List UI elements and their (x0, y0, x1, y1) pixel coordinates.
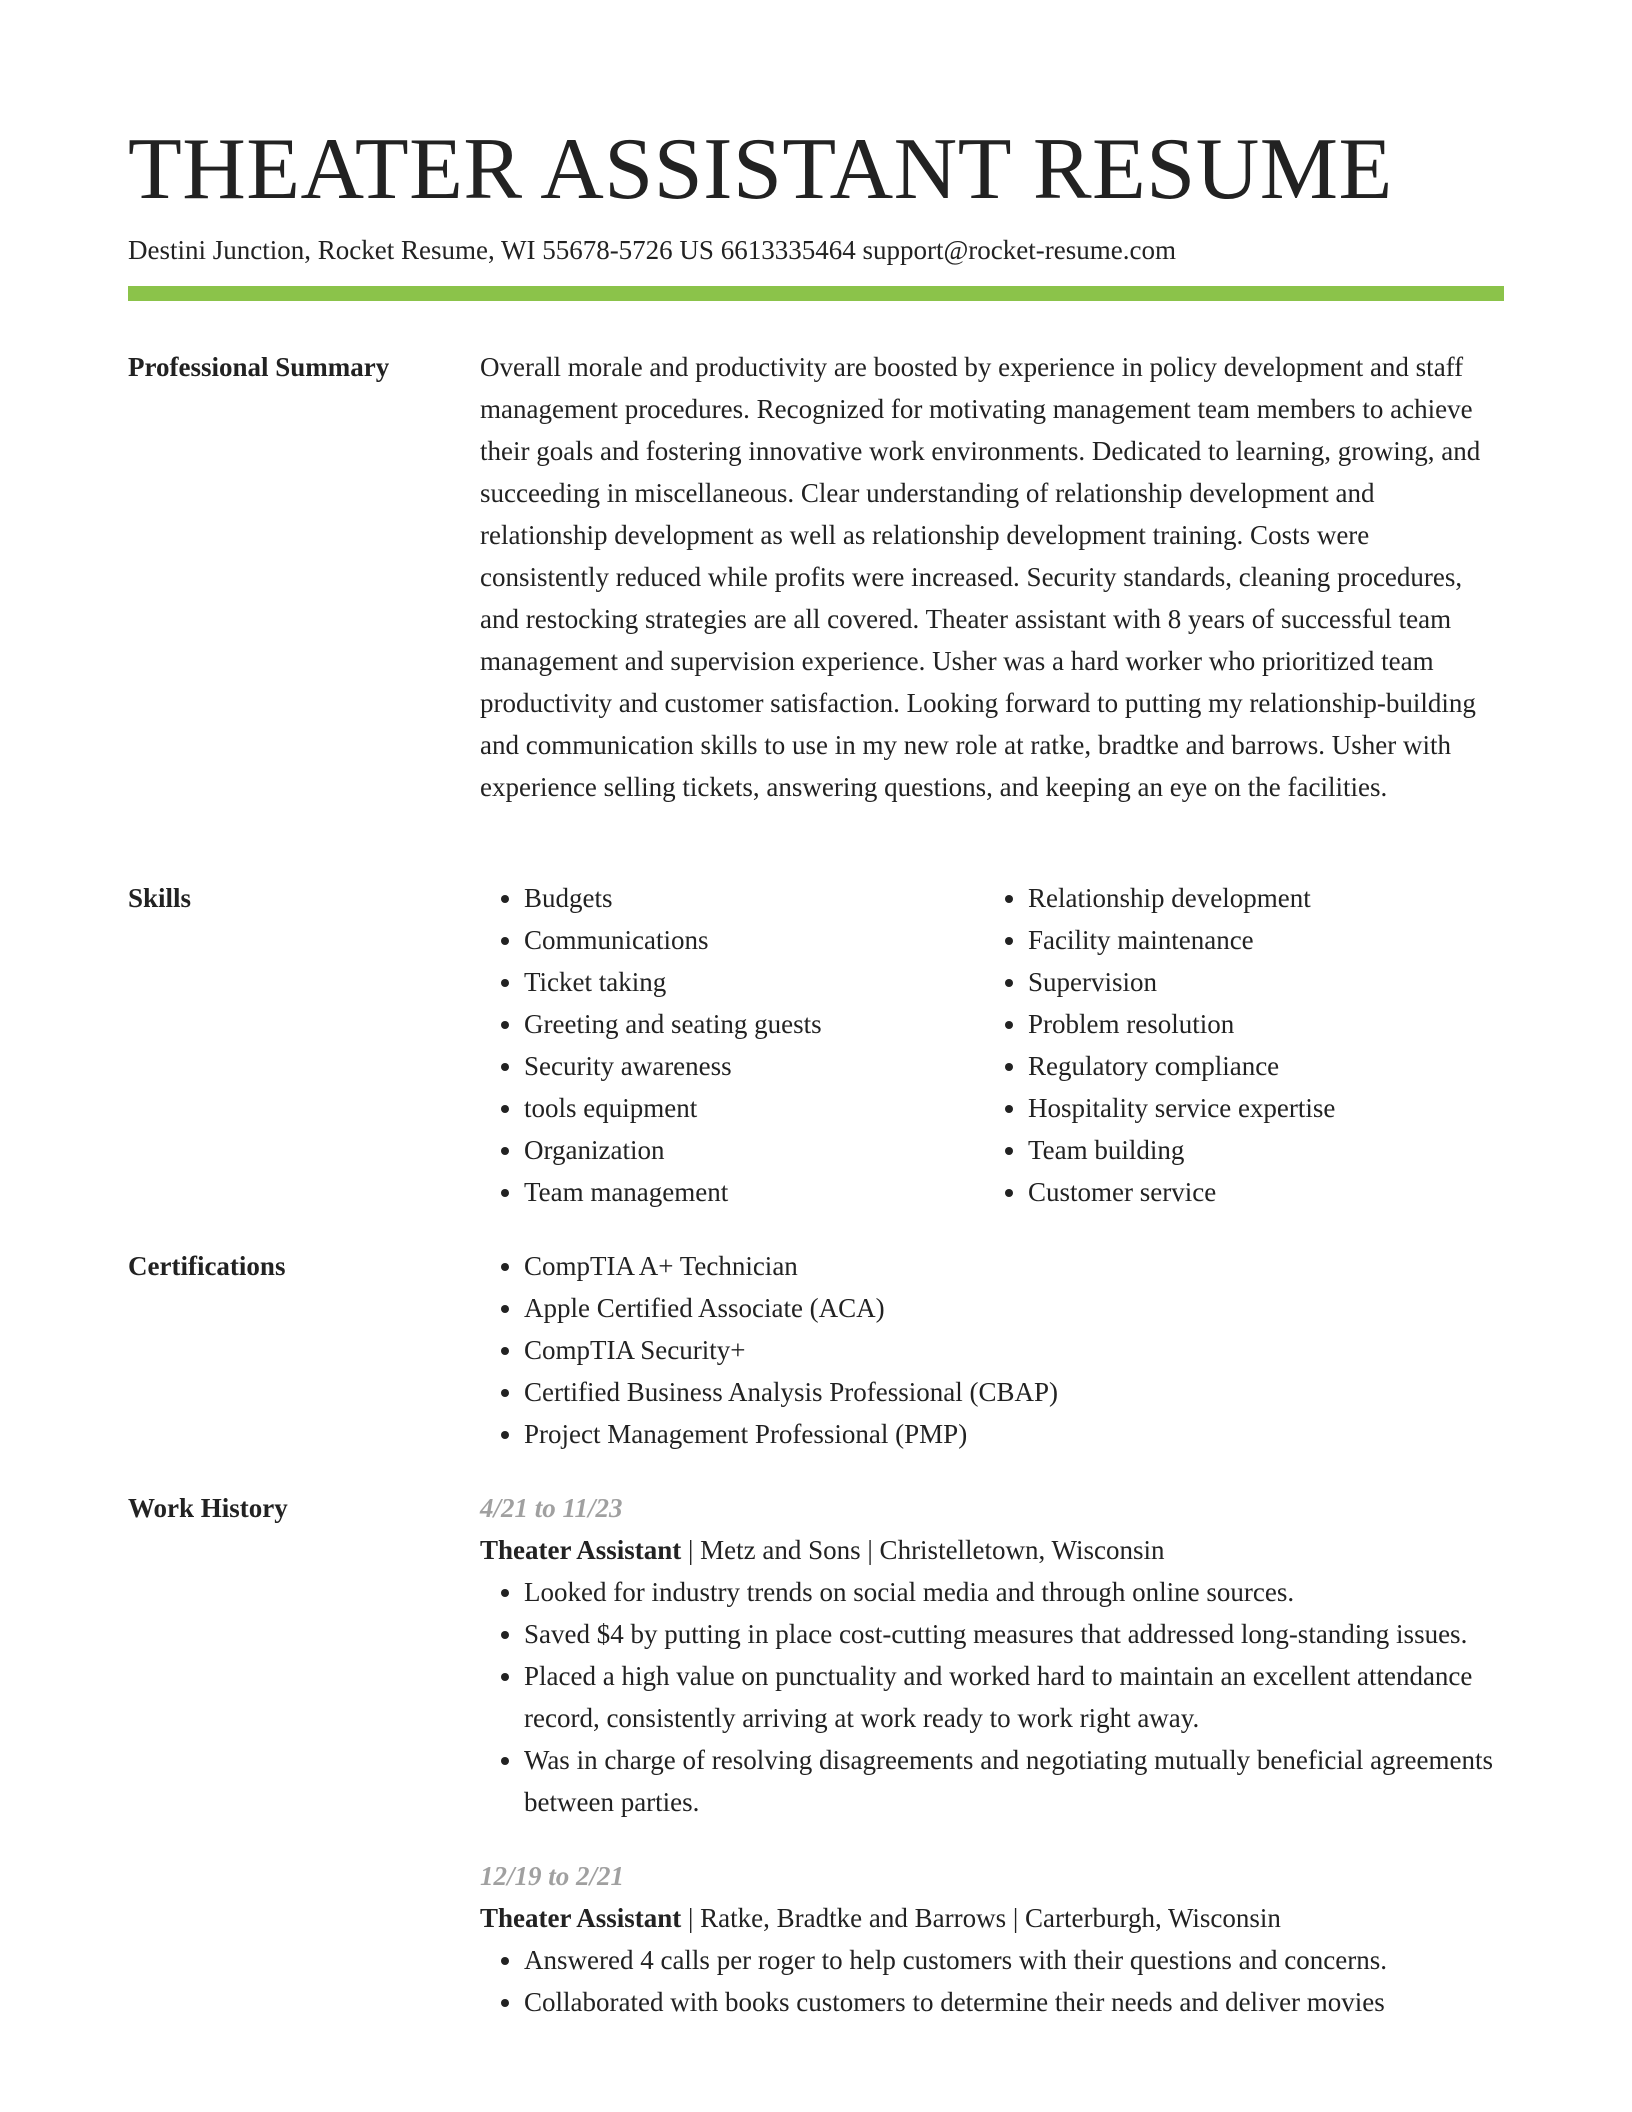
skill-item: • Problem resolution (1028, 1003, 1548, 1045)
job-title: Theater Assistant (480, 1903, 682, 1933)
skill-item: • Regulatory compliance (1028, 1045, 1548, 1087)
job-employer-location: | Ratke, Bradtke and Barrows | Carterburgh, Wisconsin (681, 1903, 1281, 1933)
skill-item: • Team building (1028, 1129, 1548, 1171)
skill-item: • Organization (524, 1129, 1024, 1171)
skill-item: • Relationship development (1028, 877, 1548, 919)
section-label-certifications: Certifications (128, 1251, 286, 1281)
skills-list-left (480, 877, 1024, 1213)
skill-item: • Hospitality service expertise (1028, 1087, 1548, 1129)
job-bullet: • Placed a high value on punctuality and worked hard to maintain an excellent attendance record, consistently arriving at work ready to work right away. (524, 1655, 1504, 1739)
job-bullet: • Collaborated with books customers to determine their needs and deliver movies (524, 1981, 1504, 2023)
section-label-summary: Professional Summary (128, 352, 390, 382)
work-history-content (480, 1487, 1504, 2055)
job-bullet: • Answered 4 calls per roger to help customers with their questions and concerns. (524, 1939, 1504, 1981)
skill-item: • Facility maintenance (1028, 919, 1548, 961)
job-bullet: • Was in charge of resolving disagreements and negotiating mutually beneficial agreements between parties. (524, 1739, 1504, 1823)
skills-list-right (984, 877, 1548, 1213)
skill-item: • Budgets (524, 877, 1024, 919)
job-heading (480, 1897, 1504, 1939)
certification-item: • CompTIA Security+ (524, 1329, 1504, 1371)
job-bullet: • Looked for industry trends on social media and through online sources. (524, 1571, 1504, 1613)
job-entry (480, 1487, 1504, 1823)
skill-item: • Customer service (1028, 1171, 1548, 1213)
skill-item: • Ticket taking (524, 961, 1024, 1003)
resume-title: THEATER ASSISTANT RESUME (128, 121, 1393, 218)
section-label-work-history: Work History (128, 1493, 288, 1523)
section-label-skills: Skills (128, 883, 192, 913)
summary-text: Overall morale and productivity are boosted by experience in policy development and staff management procedures. Recognized for motivating management team members to achieve their goals and fostering innovative work environments. Dedicated to learning, growing, and succeeding in miscellaneous. Clear understanding of relationship development and relationship development as well as relationship development training. Costs were consistently reduced while profits were increased. Security standards, cleaning procedures, and restocking strategies are all covered. Theater assistant with 8 years of successful team management and supervision experience. Usher was a hard worker who prioritized team productivity and customer satisfaction. Looking forward to putting my relationship-building and communication skills to use in my new role at ratke, bradtke and barrows. Usher with experience selling tickets, answering questions, and keeping an eye on the facilities. (480, 352, 1481, 802)
skill-item: • Communications (524, 919, 1024, 961)
skill-item: • Team management (524, 1171, 1024, 1213)
job-bullets (480, 1571, 1504, 1823)
job-dates: 12/19 to 2/21 (480, 1861, 625, 1891)
skill-item: • tools equipment (524, 1087, 1024, 1129)
certification-item: • Project Management Professional (PMP) (524, 1413, 1504, 1455)
job-title: Theater Assistant (480, 1535, 682, 1565)
header-divider (128, 286, 1504, 301)
job-entry (480, 1855, 1504, 2023)
job-employer-location: | Metz and Sons | Christelletown, Wisconsin (681, 1535, 1165, 1565)
job-heading (480, 1529, 1504, 1571)
job-bullets (480, 1939, 1504, 2023)
certification-item: • Certified Business Analysis Professional (CBAP) (524, 1371, 1504, 1413)
contact-line: Destini Junction, Rocket Resume, WI 55678-5726 US 6613335464 support@rocket-resume.com (128, 235, 1176, 265)
certifications-list (480, 1245, 1504, 1455)
job-bullet: • Saved $4 by putting in place cost-cutting measures that addressed long-standing issues. (524, 1613, 1504, 1655)
summary-content (480, 346, 1504, 808)
skill-item: • Supervision (1028, 961, 1548, 1003)
job-dates: 4/21 to 11/23 (480, 1493, 623, 1523)
skill-item: • Greeting and seating guests (524, 1003, 1024, 1045)
certifications-content (480, 1245, 1504, 1455)
certification-item: • Apple Certified Associate (ACA) (524, 1287, 1504, 1329)
certification-item: • CompTIA A+ Technician (524, 1245, 1504, 1287)
skill-item: • Security awareness (524, 1045, 1024, 1087)
